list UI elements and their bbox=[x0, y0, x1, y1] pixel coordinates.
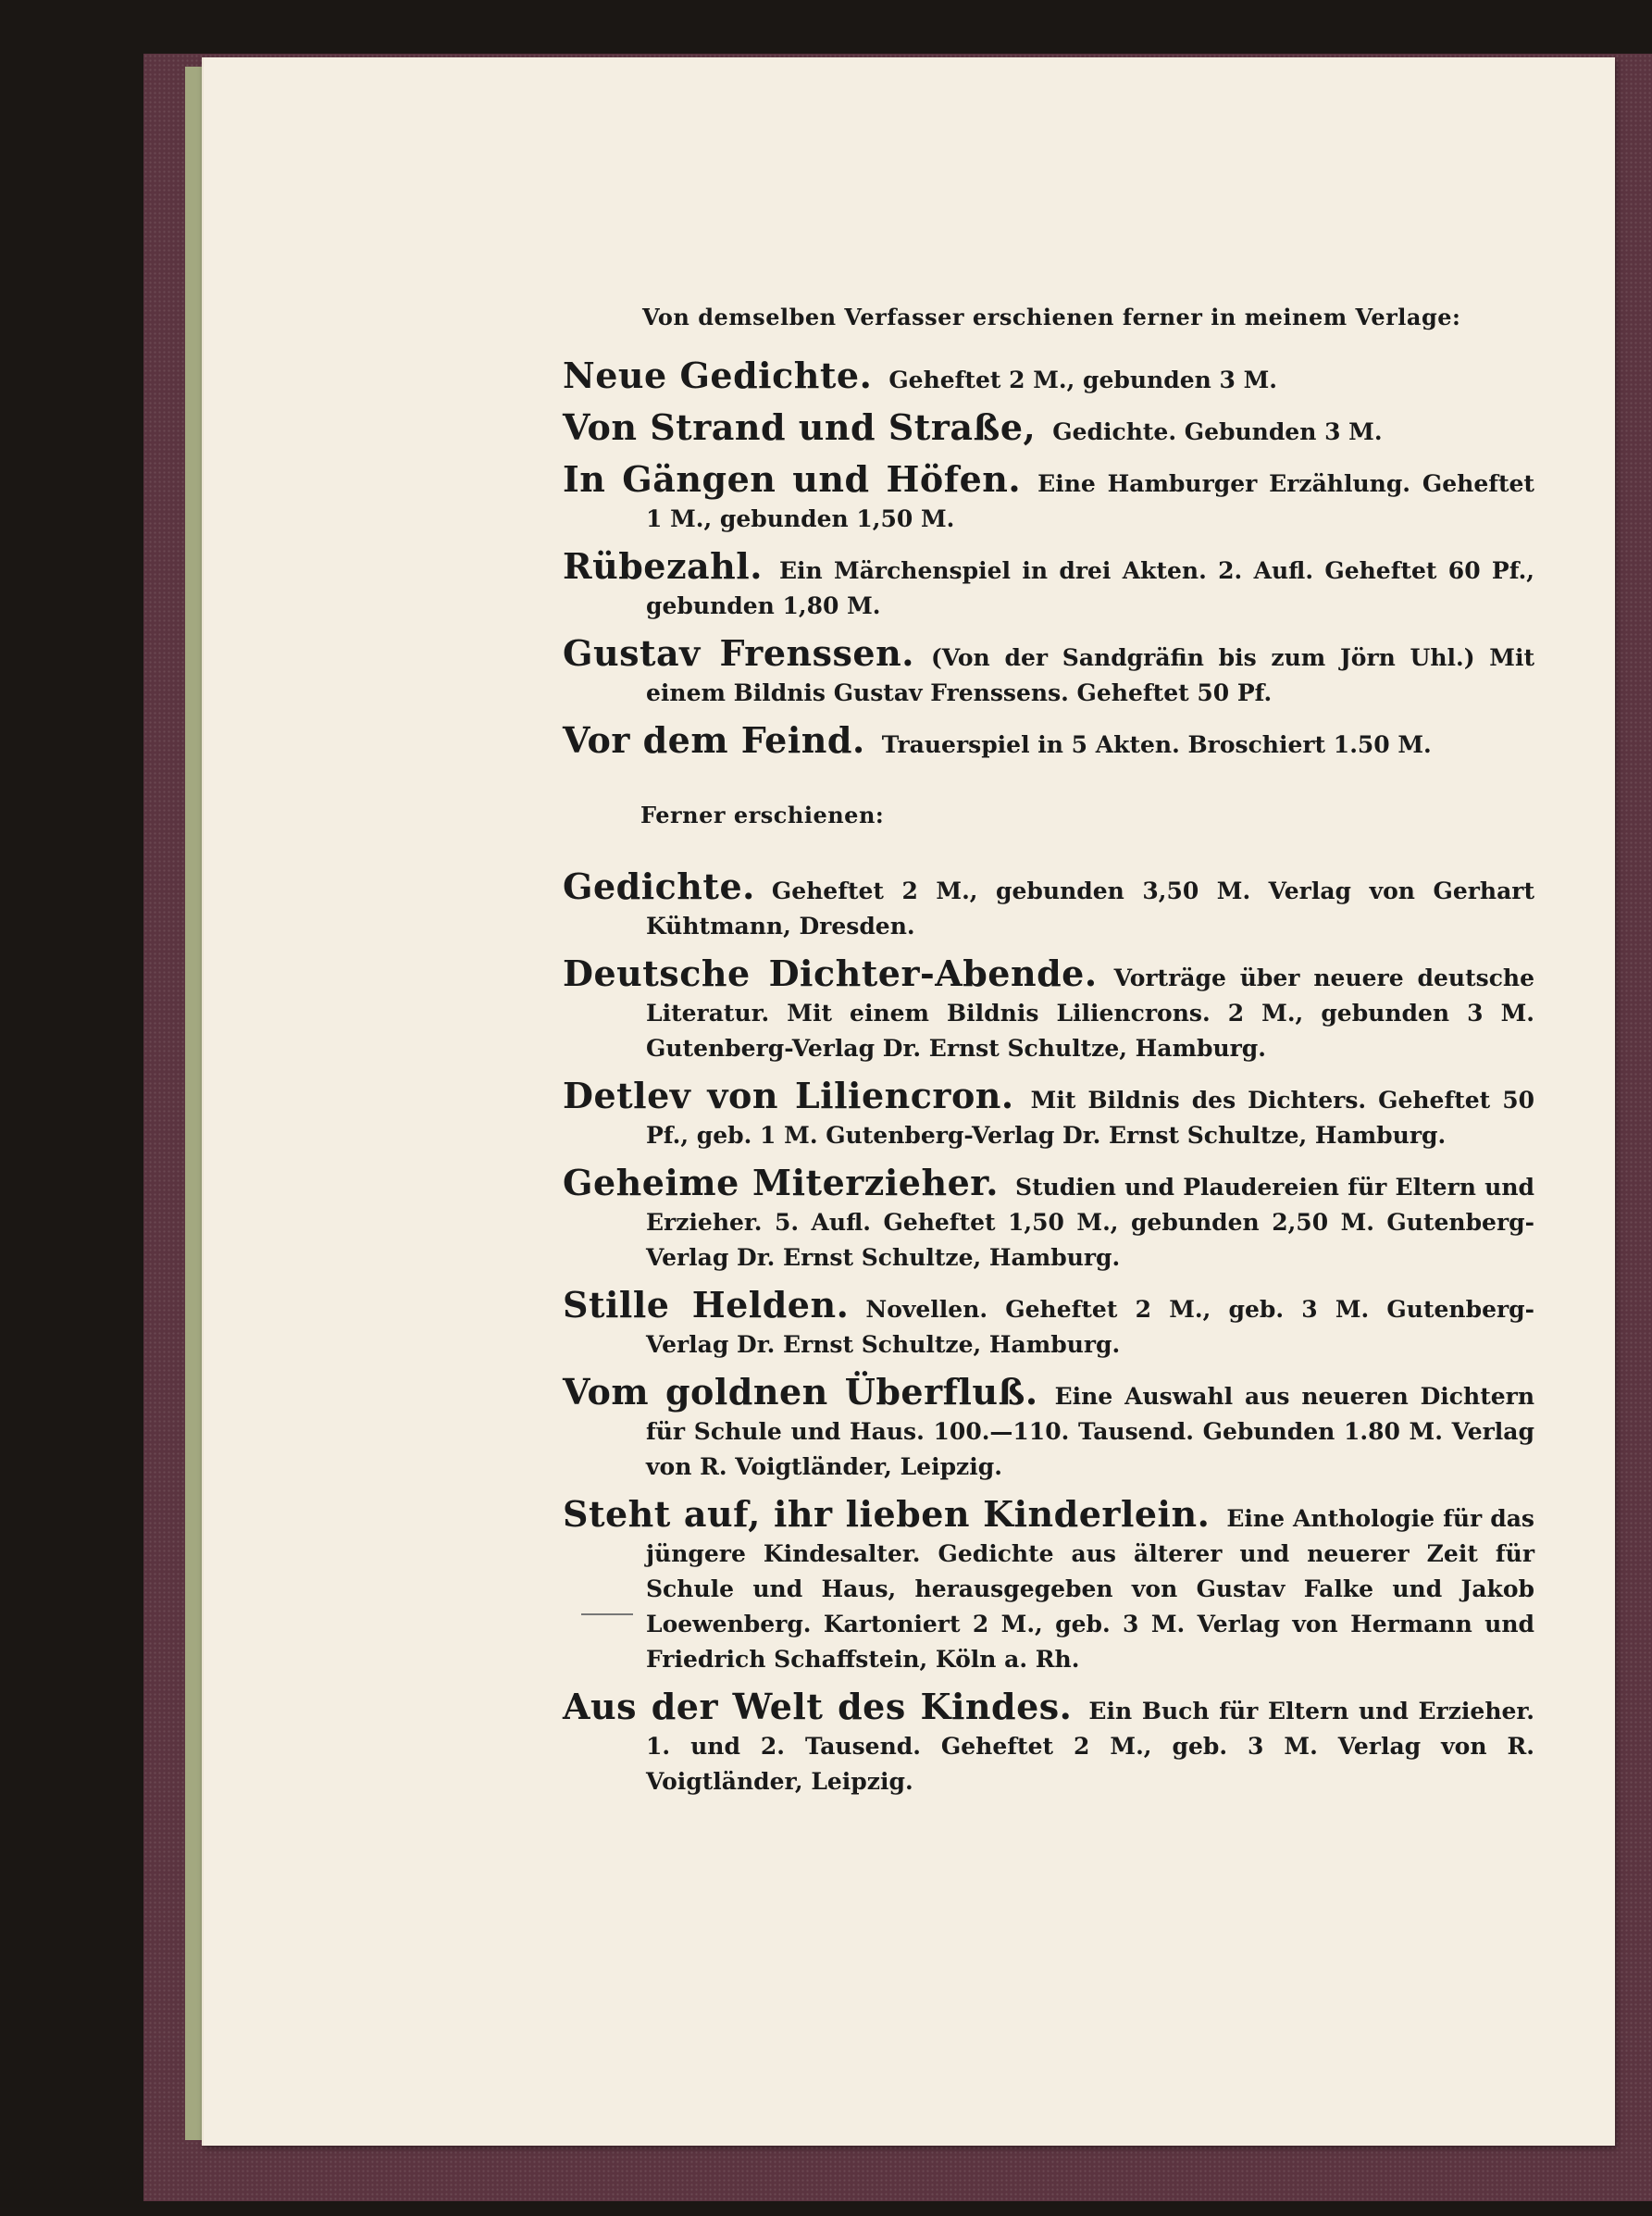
list-item bbox=[563, 719, 1534, 763]
entry-title: Neue Gedichte. bbox=[563, 355, 873, 396]
entry-text: Ein Buch für Eltern und Erzieher. 1. und 2. Tausend. Geheftet 2 M., geb. 3 M. Verlag von R. Voigtländer, Leipzig. bbox=[646, 1698, 1534, 1795]
list-item bbox=[563, 632, 1534, 711]
page-content bbox=[361, 304, 1535, 1811]
list-item bbox=[563, 1371, 1534, 1485]
entry-title: Steht auf, ihr lieben Kinderlein. bbox=[563, 1493, 1211, 1535]
list-item bbox=[563, 1162, 1534, 1276]
entry-title: Stille Helden. bbox=[563, 1284, 850, 1326]
entry-text: (Von der Sandgräfin bis zum Jörn Uhl.) Mit einem Bildnis Gustav Frenssens. Geheftet 50 Pf. bbox=[646, 644, 1534, 706]
entry-title: Rübezahl. bbox=[563, 545, 763, 587]
entry-text: Gedichte. Gebunden 3 M. bbox=[1052, 418, 1383, 445]
entry-text: Novellen. Geheftet 2 M., geb. 3 M. Gutenberg-Verlag Dr. Ernst Schultze, Hamburg. bbox=[646, 1296, 1535, 1358]
other-works-list bbox=[361, 865, 1535, 1799]
list-item bbox=[563, 1686, 1534, 1799]
entry-title: Gedichte. bbox=[563, 865, 755, 907]
subheading: Ferner erschienen: bbox=[640, 802, 885, 828]
entry-text: Geheftet 2 M., gebunden 3,50 M. Verlag von Gerhart Kühtmann, Dresden. bbox=[646, 878, 1534, 940]
entry-text: Geheftet 2 M., gebunden 3 M. bbox=[888, 367, 1277, 393]
entry-title: Vom goldnen Überfluß. bbox=[563, 1371, 1038, 1413]
entry-text: Studien und Plaudereien für Eltern und Erzieher. 5. Aufl. Geheftet 1,50 M., gebunden 2,50 M. Gutenberg-Verlag Dr. Ernst Schultze, Hamburg. bbox=[646, 1174, 1534, 1271]
list-item bbox=[563, 458, 1534, 537]
entry-text: Vorträge über neuere deutsche Literatur. Mit einem Bildnis Liliencrons. 2 M., gebunden 3 M. Gutenberg-Verlag Dr. Ernst Schultze, Hamburg. bbox=[646, 965, 1535, 1062]
list-item bbox=[563, 545, 1534, 624]
list-item bbox=[563, 355, 1534, 398]
own-works-list bbox=[361, 355, 1534, 763]
entry-text: Eine Anthologie für das jüngere Kindesalter. Gedichte aus älterer und neuerer Zeit für Schule und Haus, herausgegeben von Gustav Falke und Jakob Loewenberg. Kartoniert 2 M., geb. 3 M. Verlag von Hermann und Friedrich Schaffstein, Köln a. Rh. bbox=[646, 1505, 1534, 1673]
entry-title: Von Strand und Straße, bbox=[563, 406, 1037, 448]
list-item bbox=[563, 865, 1534, 944]
list-item bbox=[563, 406, 1534, 450]
entry-title: Deutsche Dichter-Abende. bbox=[563, 952, 1098, 994]
entry-title: Detlev von Liliencron. bbox=[563, 1075, 1014, 1116]
entry-text: Ein Märchenspiel in drei Akten. 2. Aufl. Geheftet 60 Pf., gebunden 1,80 M. bbox=[646, 557, 1534, 619]
entry-title: Gustav Frenssen. bbox=[563, 632, 914, 674]
entry-title: Vor dem Feind. bbox=[563, 719, 865, 761]
entry-text: Mit Bildnis des Dichters. Geheftet 50 Pf., geb. 1 M. Gutenberg-Verlag Dr. Ernst Schultze, Hamburg. bbox=[646, 1087, 1534, 1149]
entry-title: In Gängen und Höfen. bbox=[563, 458, 1022, 500]
entry-text: Trauerspiel in 5 Akten. Broschiert 1.50 M. bbox=[881, 731, 1432, 758]
entry-title: Geheime Miterzieher. bbox=[563, 1162, 1000, 1203]
intro-line: Von demselben Verfasser erschienen ferner in meinem Verlage: bbox=[642, 304, 1461, 330]
entry-text: Eine Hamburger Erzählung. Geheftet 1 M., gebunden 1,50 M. bbox=[646, 470, 1534, 532]
entry-title: Aus der Welt des Kindes. bbox=[563, 1686, 1073, 1727]
list-item bbox=[563, 1284, 1535, 1363]
list-item bbox=[563, 1075, 1534, 1153]
list-item bbox=[563, 952, 1535, 1066]
entry-text: Eine Auswahl aus neueren Dichtern für Schule und Haus. 100.—110. Tausend. Gebunden 1.80 M. Verlag von R. Voigtländer, Leipzig. bbox=[646, 1383, 1534, 1480]
list-item bbox=[563, 1493, 1534, 1677]
